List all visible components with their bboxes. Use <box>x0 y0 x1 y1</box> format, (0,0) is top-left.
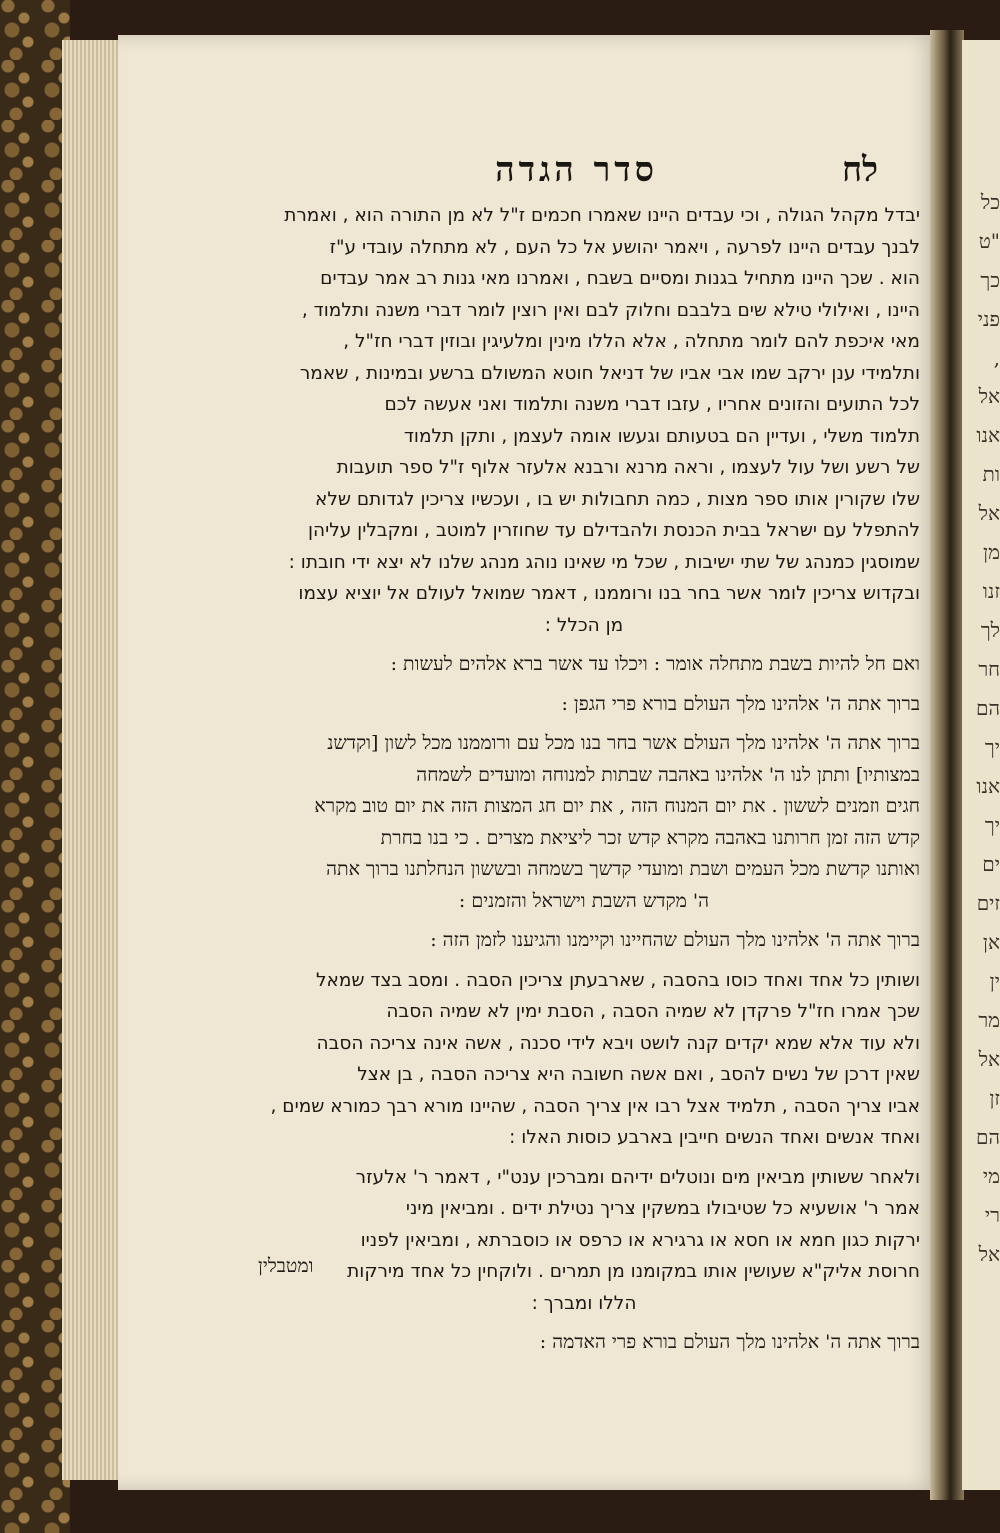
text-line: ותלמידי ענן ירקב שמו אבי אביו של דניאל חוטא המשולם ברשע ובמינות , שאמר <box>299 362 920 384</box>
text-line: תלמוד משלי , ועדיין הם בטעותם וגעשו אומה לעצמן , ותקן תלמוד <box>403 425 920 447</box>
text-line: ברוך אתה ה' אלהינו מלך העולם אשר בחר בנו מכל עם ורוממנו מכל לשון [וקדשנ <box>327 732 920 754</box>
facing-fragment: אן <box>982 930 1000 954</box>
facing-fragment: כך <box>980 268 1000 292</box>
text-line: אמר ר' אושעיא כל שטיבולו במשקין צריך נטילת ידים . ומביאין מיני <box>405 1198 920 1219</box>
facing-fragment: מר <box>978 1008 1000 1032</box>
text-line: שאין דרכן של נשים להסב , ואם אשה חשובה היא צריכה הסבה , בן אצל <box>357 1064 920 1085</box>
paragraph-gap <box>248 1319 920 1327</box>
text-line: שכך אמרו חז"ל פרקדן לא שמיה הסבה , הסבת ימין לא שמיה הסבה <box>386 1001 920 1022</box>
paragraph-gap <box>248 1154 920 1162</box>
facing-fragment: אנו <box>976 423 1000 447</box>
paragraph-gap <box>248 720 920 728</box>
paragraph-p7 <box>248 1162 920 1320</box>
text-line: שמוסגין כמנהג של שתי ישיבות , שכל מי שאינו נוהג מנהג שלנו לא יצא ידי חובתו : <box>288 551 920 573</box>
text-line: ואם חל להיות בשבת מתחלה אומר : ויכלו עד אשר ברא אלהים לעשות : <box>390 653 920 675</box>
text-line: שלו שקורין אותו ספר מצות , כמה תחבולות יש בו , ועכשיו צריכין לגדותם שלא <box>314 488 920 510</box>
facing-fragment: זים <box>976 891 1000 915</box>
text-line: ה' מקדש השבת וישראל והזמנים : <box>458 889 710 912</box>
facing-fragment: מן <box>983 540 1000 564</box>
text-line: ולא עוד אלא שמא יקדים קנה לושט ויבא לידי סכנה , אשה אינה צריכה הסבה <box>316 1032 920 1054</box>
text-line: ירקות כגון חמא או חסא או גרגירא או כרפס או כוסברתא , ומביאין לפניו <box>360 1229 920 1251</box>
facing-fragment: זן <box>989 1086 1000 1110</box>
text-line: לכל התועים והזונים אחריו , עזבו דברי משנה ותלמוד ואני אעשה לכם <box>384 394 920 415</box>
text-line: לבנך עבדים היינו לפרעה , ויאמר יהושע אל כל העם , לא מתחלה עובדי ע"ז <box>329 236 920 258</box>
paragraph-gap <box>248 641 920 649</box>
text-line: היינו , ואילולי טילא שים בלבבם וחלוק לבם ואין רוצין לומר דברי משנה ותלמוד , <box>301 299 920 321</box>
paragraph-gap <box>248 917 920 925</box>
text-line: של רשע ושל עול לעצמו , וראה מרנא ורבנא אלעזר אלוף ז"ל ספר תועבות <box>336 457 920 478</box>
facing-fragment: פני <box>977 307 1000 331</box>
facing-fragment: לך <box>980 618 1000 642</box>
paragraph-p1 <box>248 200 920 641</box>
text-line: מן הכלל : <box>544 614 624 636</box>
page-edges <box>62 40 124 1480</box>
facing-fragment: כל <box>980 190 1000 214</box>
text-line: חרוסת אליק"א שעושין אותו במקומנו מן תמרים . ולוקחין כל אחד מירקות <box>347 1261 920 1282</box>
facing-fragment: אל <box>978 1242 1000 1266</box>
facing-fragment: מי <box>982 1164 1000 1188</box>
facing-fragment: אנו <box>976 774 1000 798</box>
paragraph-p2 <box>248 649 920 681</box>
text-line: במצותיו] ותתן לנו ה' אלהינו באהבה שבתות למנוחה ומועדים לשמחה <box>416 763 920 786</box>
paragraph-p5 <box>248 925 920 957</box>
text-line: ואחד אנשים ואחד הנשים חייבין בארבע כוסות האלו : <box>509 1127 920 1148</box>
facing-page-edge <box>962 40 1000 1490</box>
facing-page-text <box>962 190 1000 1267</box>
text-line: הללו ומברך : <box>531 1292 637 1314</box>
page-title: סדר הגדה <box>495 150 658 190</box>
facing-fragment: ים <box>982 852 1000 876</box>
text-line: חגים וזמנים לששון . את יום המנוח הזה , את יום חג המצות הזה את יום טוב מקרא <box>314 795 920 817</box>
paragraph-p8 <box>248 1327 920 1359</box>
text-line: קדש הזה זמן חרותנו באהבה מקרא קדש זכר ליציאת מצרים . כי בנו בחרת <box>380 826 920 849</box>
catchword: ומטבלין <box>258 1255 314 1277</box>
text-line: הוא . שכך היינו מתחיל בגנות ומסיים בשבח , ואמרנו מאי גנות רב אמר עבדים <box>320 268 920 289</box>
facing-fragment: יך <box>984 813 1000 837</box>
paragraph-p3 <box>248 689 920 721</box>
book-gutter <box>930 30 964 1500</box>
text-line: ברוך אתה ה' אלהינו מלך העולם שהחיינו וקיימנו והגיענו לזמן הזה : <box>430 929 920 951</box>
text-line: ברוך אתה ה' אלהינו מלך העולם בורא פרי האדמה : <box>539 1331 920 1353</box>
text-line: ושותין כל אחד ואחד כוסו בהסבה , שארבעתן צריכין הסבה . ומסב בצד שמאל <box>315 969 920 991</box>
paragraph-gap <box>248 1359 920 1367</box>
page-header <box>268 150 888 200</box>
facing-fragment: הם <box>976 1125 1000 1149</box>
facing-fragment: אל <box>978 501 1000 525</box>
facing-fragment: , <box>993 346 1000 370</box>
facing-fragment: זנו <box>982 579 1000 603</box>
facing-fragment: אל <box>978 1047 1000 1071</box>
facing-fragment: הם <box>976 696 1000 720</box>
facing-fragment: חר <box>978 657 1000 681</box>
text-line: ולאחר ששותין מביאין מים ונוטלים ידיהם ומברכין ענט"י , דאמר ר' אלעזר <box>355 1166 920 1188</box>
paragraph-p6 <box>248 965 920 1154</box>
text-line: מאי איכפת להם לומר מתחלה , אלא הללו מינין ומלעיגין ובוזין דברי חז"ל , <box>343 331 920 352</box>
text-line: להתפלל עם ישראל בבית הכנסת ולהבדילם עד שחוזרין למוטב , ומקבלין עליהן <box>307 520 920 541</box>
paragraph-p4 <box>248 728 920 917</box>
page-body <box>248 200 920 1367</box>
book-cover <box>0 0 70 1533</box>
text-line: יבדל מקהל הגולה , וכי עבדים היינו שאמרו חכמים ז"ל לא מן התורה הוא , ואמרת <box>284 205 920 226</box>
text-line: ובקדוש צריכין לומר אשר בחר בנו ורוממנו , דאמר שמואל לעולם אל יוציא עצמו <box>298 583 920 604</box>
paragraph-gap <box>248 681 920 689</box>
facing-fragment: ות <box>982 462 1000 486</box>
facing-fragment: "ט <box>978 229 1000 253</box>
text-line: אביו צריך הסבה , תלמיד אצל רבו אין צריך הסבה , שהיינו מורא רבך כמורא שמים , <box>270 1095 920 1117</box>
paragraph-gap <box>248 957 920 965</box>
page-number: לח <box>841 150 878 190</box>
text-line: ואותנו קדשת מכל העמים ושבת ומועדי קדשך בשמחה ובששון הנחלתנו ברוך אתה <box>326 858 920 880</box>
text-line: ברוך אתה ה' אלהינו מלך העולם בורא פרי הגפן : <box>561 692 920 715</box>
facing-fragment: יך <box>984 735 1000 759</box>
facing-fragment: ין <box>989 969 1000 993</box>
facing-fragment: אל <box>978 384 1000 408</box>
facing-fragment: רי <box>984 1203 1000 1227</box>
